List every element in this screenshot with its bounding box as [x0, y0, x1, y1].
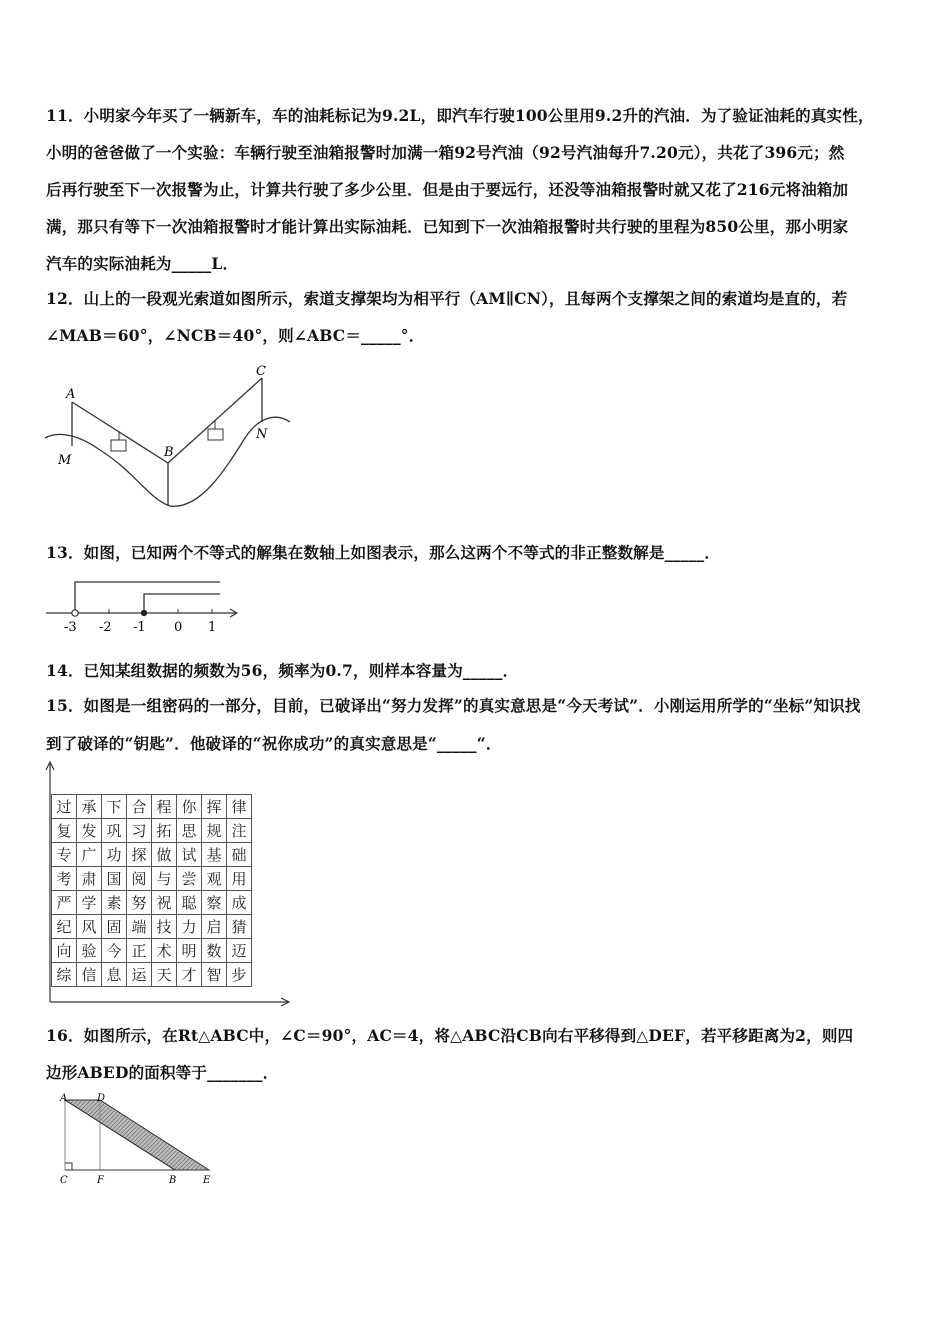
q12-line-2: ∠MAB＝60°，∠NCB＝40°，则∠ABC＝_____°．	[46, 326, 425, 345]
q12-cable-ab	[72, 402, 168, 463]
q15-grid-cell: 观	[202, 867, 227, 891]
q15-grid-row	[52, 795, 252, 819]
q15-grid-cell: 程	[152, 795, 177, 819]
q11-line-1: 11．小明家今年买了一辆新车，车的油耗标记为9.2L，即汽车行驶100公里用9.2升的汽油．为了验证油耗的真实性，	[46, 106, 874, 125]
q15-grid-cell: 综	[52, 963, 77, 987]
q15-grid-cell: 努	[127, 891, 152, 915]
q15-line-1: 15．如图是一组密码的一部分，目前，已破译出“努力发挥”的真实意思是“今天考试”．小刚运用所学的“坐标”知识找	[46, 696, 861, 715]
q11-line-3: 后再行驶至下一次报警为止，计算共行驶了多少公里．但是由于要远行，还没等油箱报警时就又花了216元将油箱加	[46, 180, 849, 199]
q15-grid-row	[52, 939, 252, 963]
q15-grid-cell: 复	[52, 819, 77, 843]
q15-grid-cell: 学	[77, 891, 102, 915]
q15-grid-cell: 注	[227, 819, 252, 843]
q12-cabin-1	[111, 440, 126, 451]
q15-grid-cell: 国	[102, 867, 127, 891]
q12-cabin-2	[208, 429, 223, 440]
q15-grid-cell: 正	[127, 939, 152, 963]
q13-solution-bracket-2	[144, 594, 220, 613]
q15-grid-cell: 础	[227, 843, 252, 867]
q15-grid-row	[52, 843, 252, 867]
q13-tick-label: 0	[174, 620, 183, 635]
q15-grid-cell: 验	[77, 939, 102, 963]
q15-cipher-grid	[51, 794, 252, 987]
q15-grid-cell: 术	[152, 939, 177, 963]
q15-grid-cell: 思	[177, 819, 202, 843]
q15-line-2: 到了破译的“钥匙”．他破译的“祝你成功”的真实意思是“_____“．	[46, 734, 502, 753]
q15-grid-cell: 做	[152, 843, 177, 867]
q13-number-line-figure	[44, 576, 244, 636]
q13-tick-label: -3	[64, 620, 77, 635]
q15-grid-cell: 端	[127, 915, 152, 939]
q13-closed-point	[141, 610, 147, 616]
q16-label-d: D	[97, 1093, 106, 1104]
q15-grid-cell: 下	[102, 795, 127, 819]
q15-grid-cell: 明	[177, 939, 202, 963]
q15-grid-cell: 成	[227, 891, 252, 915]
q15-grid-cell: 你	[177, 795, 202, 819]
q15-grid-cell: 用	[227, 867, 252, 891]
q15-grid-cell: 探	[127, 843, 152, 867]
q15-grid-cell: 素	[102, 891, 127, 915]
q16-label-b: B	[169, 1175, 177, 1186]
q15-grid-cell: 信	[77, 963, 102, 987]
q15-grid-cell: 考	[52, 867, 77, 891]
q15-grid-cell: 天	[152, 963, 177, 987]
q15-grid-cell: 猜	[227, 915, 252, 939]
q15-grid-cell: 承	[77, 795, 102, 819]
q13-line-1: 13．如图，已知两个不等式的解集在数轴上如图表示，那么这两个不等式的非正整数解是_____．	[46, 543, 721, 562]
q15-grid-cell: 向	[52, 939, 77, 963]
q12-label-a: A	[66, 387, 76, 402]
q16-label-e: E	[203, 1175, 211, 1186]
q16-segment-ab	[65, 1100, 175, 1170]
q16-line-2: 边形ABED的面积等于_______．	[46, 1063, 279, 1082]
q13-tick-label: -2	[99, 620, 112, 635]
q15-grid-cell: 数	[202, 939, 227, 963]
q15-grid-cell: 试	[177, 843, 202, 867]
q11-line-5: 汽车的实际油耗为_____L．	[46, 254, 239, 273]
q16-shaded-quadrilateral-abed	[65, 1100, 209, 1170]
q15-grid-cell: 尝	[177, 867, 202, 891]
q15-grid-cell: 纪	[52, 915, 77, 939]
q15-grid-cell: 步	[227, 963, 252, 987]
q15-grid-row	[52, 819, 252, 843]
q13-open-point	[72, 610, 78, 616]
q15-grid-cell: 功	[102, 843, 127, 867]
q15-grid-cell: 今	[102, 939, 127, 963]
q15-grid-row	[52, 891, 252, 915]
q12-label-n: N	[256, 427, 268, 442]
q15-grid-cell: 与	[152, 867, 177, 891]
q15-grid-cell: 智	[202, 963, 227, 987]
q15-grid-cell: 力	[177, 915, 202, 939]
q15-grid-cell: 祝	[152, 891, 177, 915]
q15-grid-cell: 严	[52, 891, 77, 915]
q15-grid-row	[52, 867, 252, 891]
q12-label-m: M	[58, 453, 72, 468]
q16-line-1: 16．如图所示，在Rt△ABC中，∠C＝90°，AC＝4，将△ABC沿CB向右平移得到△DEF，若平移距离为2，则四	[46, 1026, 854, 1045]
q16-label-a: A	[60, 1093, 68, 1104]
q15-grid-cell: 察	[202, 891, 227, 915]
q15-grid-cell: 发	[77, 819, 102, 843]
q15-grid-cell: 阅	[127, 867, 152, 891]
q11-line-4: 满，那只有等下一次油箱报警时才能计算出实际油耗．已知到下一次油箱报警时共行驶的里程为850公里，那小明家	[46, 217, 849, 236]
q14-line-1: 14．已知某组数据的频数为56，频率为0.7，则样本容量为_____．	[46, 661, 519, 680]
q15-grid-row	[52, 963, 252, 987]
q12-cableway-figure	[40, 360, 300, 520]
q12-line-1: 12．山上的一段观光索道如图所示，索道支撑架均为相平行（AM∥CN），且每两个支撑架之间的索道均是直的，若	[46, 289, 848, 308]
q15-grid-cell: 规	[202, 819, 227, 843]
q15-grid-cell: 巩	[102, 819, 127, 843]
q15-grid-cell: 合	[127, 795, 152, 819]
q16-triangle-figure	[52, 1092, 222, 1187]
q16-label-f: F	[97, 1175, 104, 1186]
q13-solution-bracket-1	[75, 582, 220, 613]
q15-grid-cell: 启	[202, 915, 227, 939]
q11-line-2: 小明的爸爸做了一个实验：车辆行驶至油箱报警时加满一箱92号汽油（92号汽油每升7.20元），共花了396元；然	[46, 143, 845, 162]
q15-grid-cell: 运	[127, 963, 152, 987]
q15-grid-cell: 迈	[227, 939, 252, 963]
q16-right-angle-mark	[65, 1163, 72, 1170]
q15-grid-cell: 广	[77, 843, 102, 867]
q15-grid-cell: 拓	[152, 819, 177, 843]
q15-grid-cell: 技	[152, 915, 177, 939]
q15-grid-cell: 息	[102, 963, 127, 987]
q15-grid-cell: 风	[77, 915, 102, 939]
q13-tick-label: 1	[208, 620, 217, 635]
q15-grid-cell: 聪	[177, 891, 202, 915]
q15-grid-cell: 才	[177, 963, 202, 987]
q15-grid-row	[52, 915, 252, 939]
q15-grid-cell: 基	[202, 843, 227, 867]
q15-grid-cell: 习	[127, 819, 152, 843]
q15-grid-cell: 固	[102, 915, 127, 939]
q15-grid-cell: 过	[52, 795, 77, 819]
q12-label-c: C	[256, 364, 266, 379]
q15-grid-cell: 肃	[77, 867, 102, 891]
q15-grid-cell: 挥	[202, 795, 227, 819]
q12-label-b: B	[164, 445, 174, 460]
q13-tick-label: -1	[133, 620, 146, 635]
q15-grid-cell: 律	[227, 795, 252, 819]
q15-grid-cell: 专	[52, 843, 77, 867]
q16-label-c: C	[60, 1175, 68, 1186]
q12-cable-bc	[168, 378, 262, 463]
